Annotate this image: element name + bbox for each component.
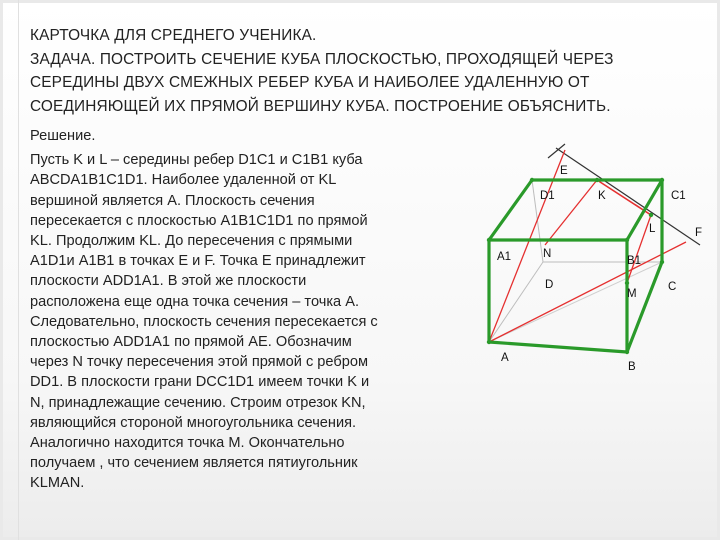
solution-text [30,126,470,494]
solution-line: плоскости ADD1A1. В этой же плоскости [30,273,307,290]
point-d1 [530,178,534,182]
solution-heading: Решение. [30,128,96,144]
edge-b1c1 [627,180,662,240]
solution-line: являющийся стороной многоугольника сечения. [30,414,357,431]
label-d1: D1 [540,190,555,202]
solution-line: пересекается с плоскостью A1B1C1D1 по прямой [30,212,368,229]
point-b1 [625,238,629,242]
solution-line: ABCDA1B1C1D1. Наиболее удаленной от KL [30,172,337,189]
solution-line: N, принадлежащие сечению. Строим отрезок KN, [30,394,366,411]
cube-diagram [470,130,720,380]
label-b1: B1 [627,255,642,267]
solution-line: KL. Продолжим KL. До пересечения с прямыми [30,233,353,250]
solution-line: Пусть K и L – середины ребер D1C1 и C1B1 куба [30,152,363,169]
label-e: E [560,165,568,177]
cube-section-figure [470,130,720,380]
point-k [595,178,599,182]
solution-line: через N точку пересечения этой прямой с ребром [30,354,368,371]
solution-body [30,150,470,493]
title-line: СЕРЕДИНЫ ДВУХ СМЕЖНЫХ РЕБЕР КУБА И НАИБОЛЕЕ УДАЛЕННУЮ ОТ [30,74,590,91]
solution-line: плоскостью ADD1A1 по прямой AE. Обозначим [30,334,352,351]
label-m: M [627,288,637,300]
solution-line: A1D1и A1B1 в точках E и F. Точка E принадлежит [30,253,366,270]
label-a: A [501,352,509,364]
label-a1: A1 [497,251,512,263]
label-n: N [543,248,552,260]
point-l [649,213,653,217]
label-b: B [628,361,636,373]
label-c: C [668,281,677,293]
label-c1: C1 [671,190,686,202]
title-line: ЗАДАЧА. ПОСТРОИТЬ СЕЧЕНИЕ КУБА ПЛОСКОСТЬЮ, ПРОХОДЯЩЕЙ ЧЕРЕЗ [30,50,614,68]
solution-line: вершиной является A. Плоскость сечения [30,192,315,209]
label-k: K [598,190,606,202]
label-d: D [545,279,554,291]
solution-line: DD1. В плоскости грани DCC1D1 имеем точки K и [30,374,370,391]
solution-line: Аналогично находится точка M. Окончательно [30,435,345,452]
point-c1 [660,178,664,182]
solution-line: расположена еще одна точка сечения – точка A. [30,293,360,310]
point-b [625,350,629,354]
task-title [30,24,690,118]
solution-line: KLMAN. [30,475,85,492]
label-l: L [649,223,656,235]
solution-line: Следовательно, плоскость сечения пересекается с [30,313,378,330]
title-line: КАРТОЧКА ДЛЯ СРЕДНЕГО УЧЕНИКА. [30,27,317,44]
point-a1 [487,238,491,242]
edge-ab [489,342,627,352]
label-f: F [695,227,703,239]
point-c [660,260,664,264]
edge-d1a1 [489,180,532,240]
page-margin-line [18,0,19,540]
title-line: СОЕДИНЯЮЩЕЙ ИХ ПРЯМОЙ ВЕРШИНУ КУБА. ПОСТРОЕНИЕ ОБЪЯСНИТЬ. [30,97,611,115]
point-a [487,340,491,344]
point-m [625,281,629,285]
solution-line: получаем , что сечением является пятиугольник [30,455,358,472]
section-line-af [489,242,686,342]
